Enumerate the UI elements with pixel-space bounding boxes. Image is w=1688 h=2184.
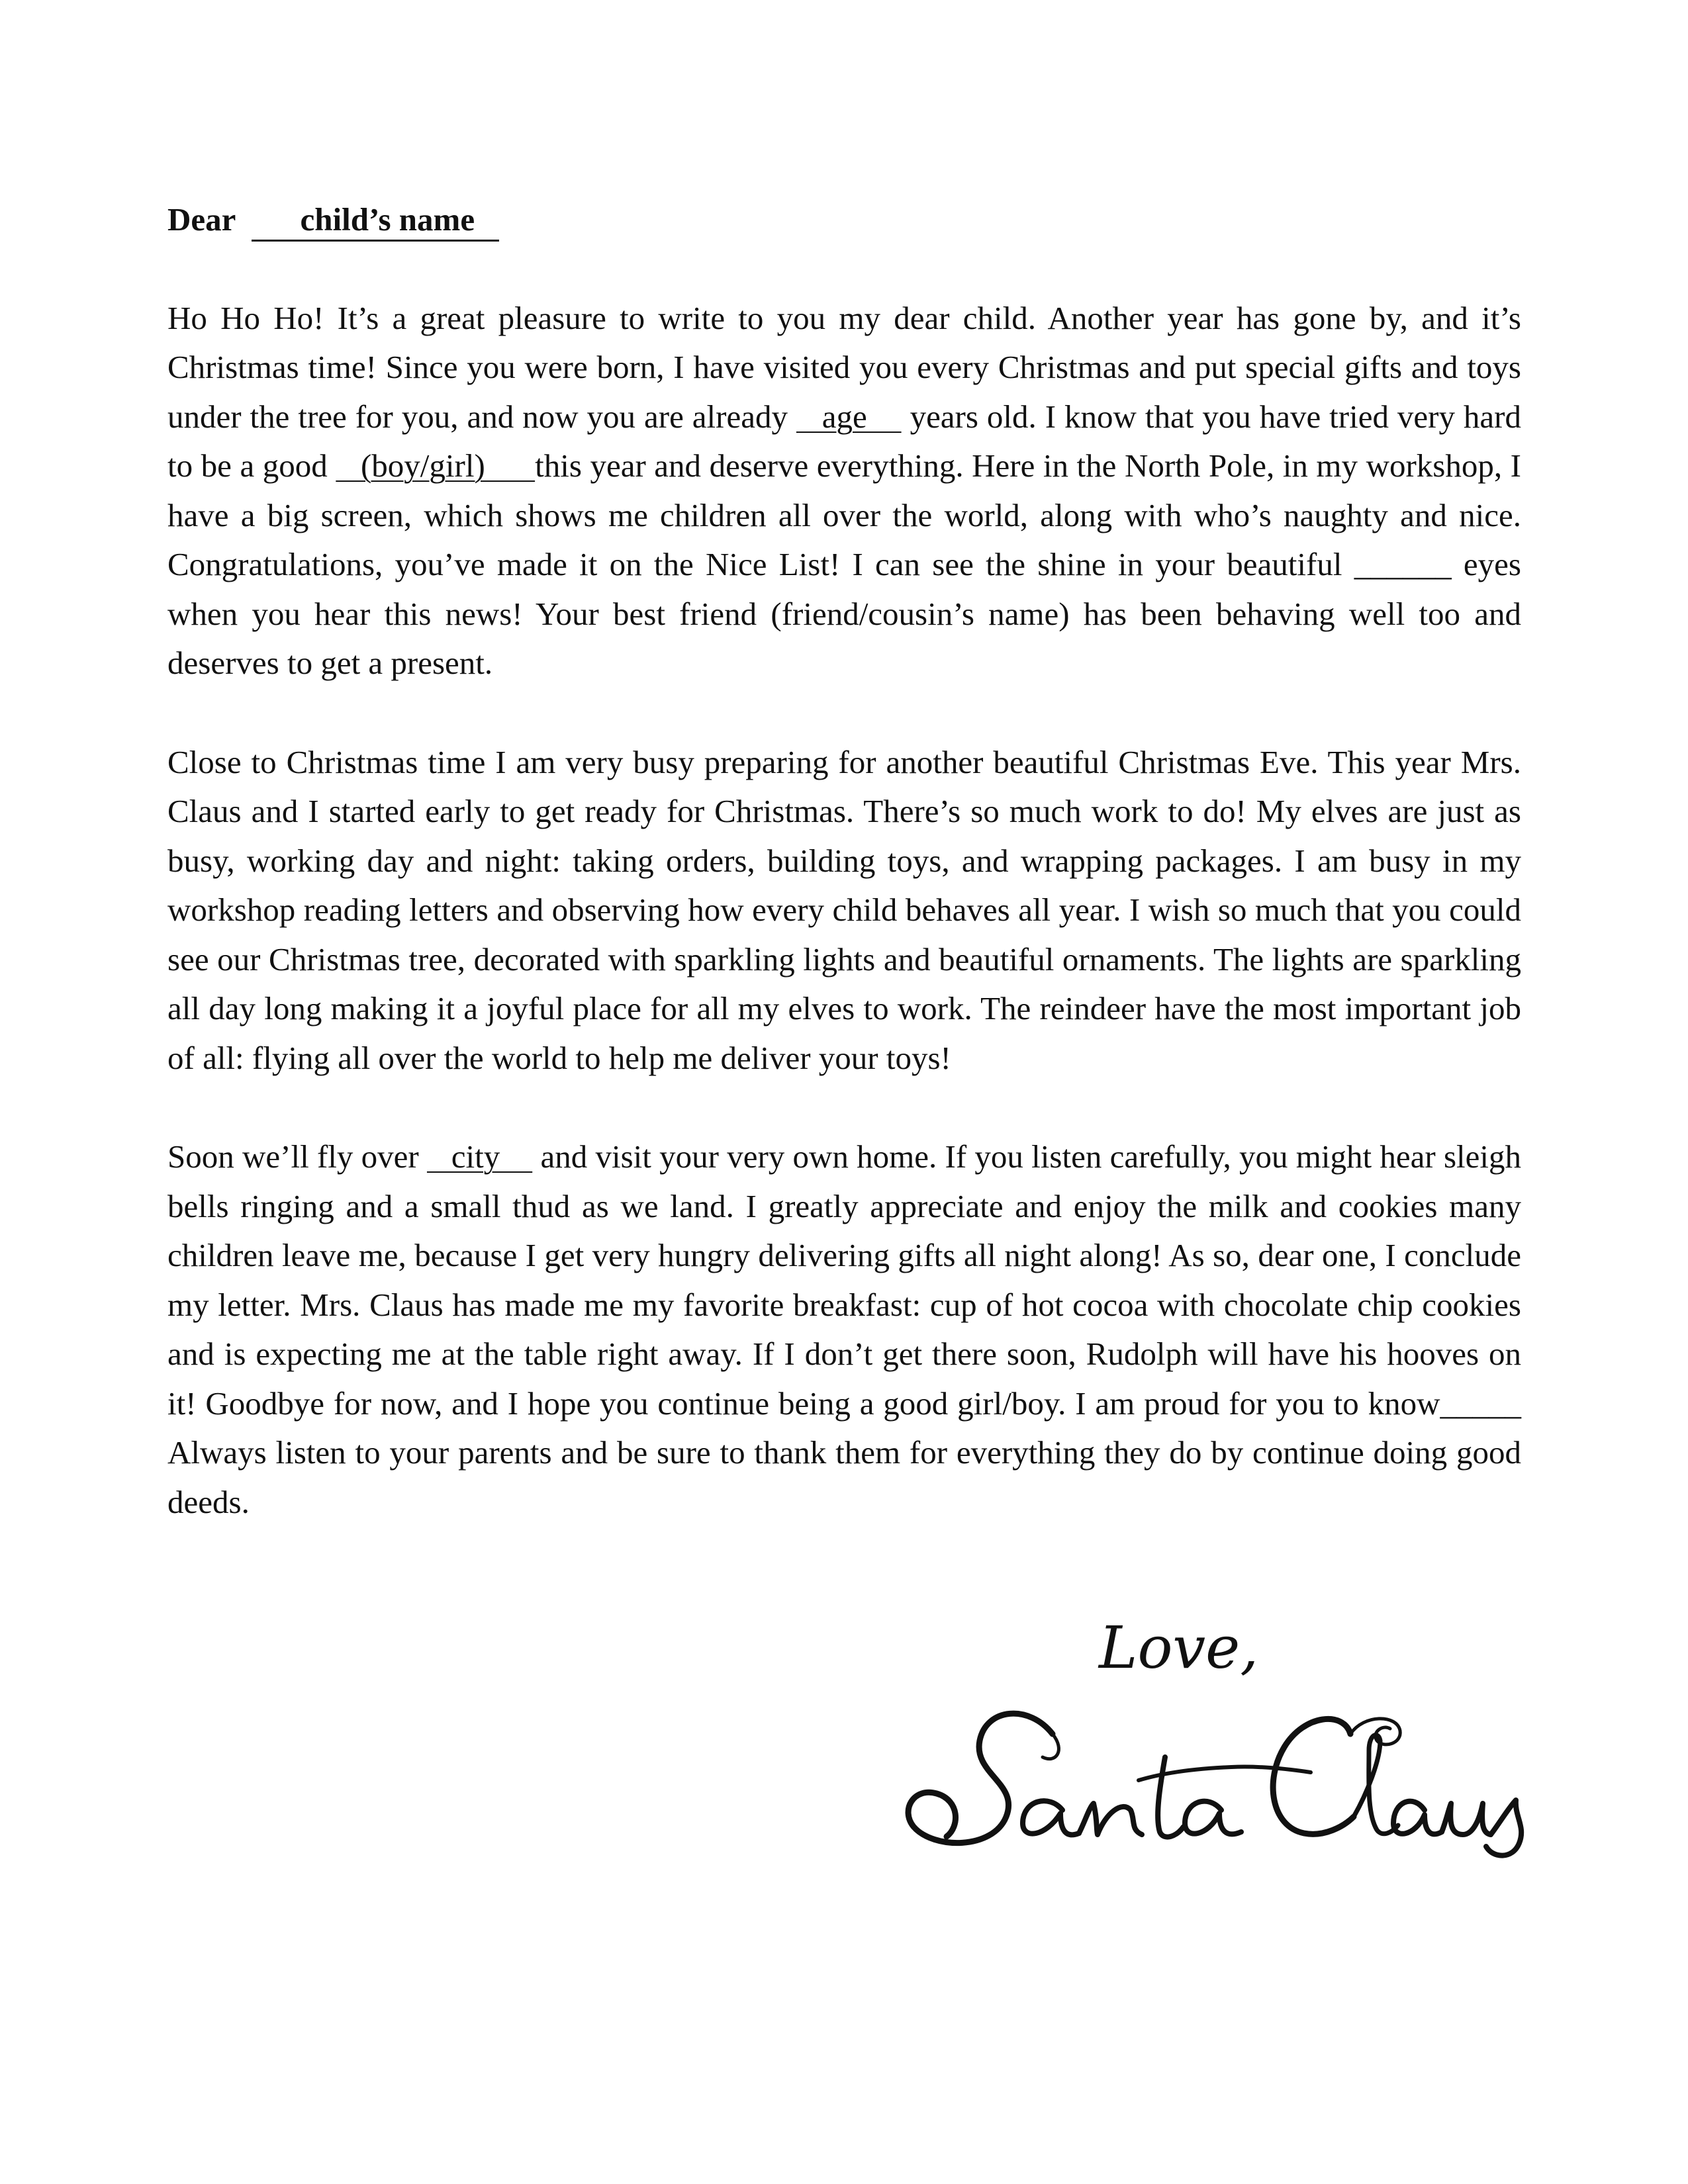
paragraph-1-text-c: this year and deserve everything. Here in the North Pole, in my workshop, I have a big screen, which shows me children all over the world, along with who’s naughty and nice. Congratulations, you’ve made it on the Nice List! I can see the shine in your beautiful bbox=[167, 447, 1521, 582]
paragraph-3-text-a: Soon we’ll fly over bbox=[167, 1138, 427, 1175]
eye-color-blank: ______ bbox=[1354, 546, 1452, 582]
child-name-blank: child’s name bbox=[252, 200, 499, 242]
letter-body bbox=[167, 195, 1521, 1576]
paragraph-2: Close to Christmas time I am very busy preparing for another beautiful Christmas Eve. This year Mrs. Claus and I started early to get ready for Christmas. There’s so much work to do! My elves are just as busy, working day and night: taking orders, building toys, and wrapping packages. I am busy in my workshop reading letters and observing how every child behaves all year. I wish so much that you could see our Christmas tree, decorated with sparkling lights and beautiful ornaments. The lights are sparkling all day long making it a joyful place for all my elves to work. The reindeer have the most important job of all: flying all over the world to help me deliver your toys! bbox=[167, 743, 1521, 1076]
paragraph-1 bbox=[167, 294, 1521, 688]
paragraph-1-text-d: eyes when you hear this news! Your best friend (friend/cousin’s name) has been behaving well too and deserves to get a present. bbox=[167, 546, 1521, 681]
greeting-dear: Dear bbox=[167, 201, 236, 238]
closing-love: Love, bbox=[1099, 1614, 1259, 1682]
paragraph-1-text-a: Ho Ho Ho! It’s a great pleasure to write to you my dear child. Another year has gone by, and it’s Christmas time! Since you were born, I have visited you every Christmas and put special gifts and toys under the tree for you, and now you are already bbox=[167, 299, 1521, 435]
paragraph-3-text-b: and visit your very own home. If you listen carefully, you might hear sleigh bells ringing and a small thud as we land. I greatly appreciate and enjoy the milk and cookies many children leave me, because I get very hungry delivering gifts all night along! As so, dear one, I conclude my letter. Mrs. Claus has made me my favorite breakfast: cup of hot cocoa with chocolate chip cookies and is expecting me at the table right away. If I don’t get there soon, Rudolph will have his hooves on it! Goodbye for now, and I hope you continue being a good girl/boy. I am proud for you to know bbox=[167, 1138, 1521, 1422]
santa-claus-signature bbox=[887, 1694, 1536, 1866]
city-blank: city bbox=[426, 1138, 533, 1175]
paragraph-1-text-b: years old. I know that you have tried very hard to be a good bbox=[167, 398, 1522, 484]
boy-girl-blank: (boy/girl) bbox=[336, 447, 536, 484]
age-blank: age bbox=[796, 398, 902, 435]
paragraph-3-text-c: Always listen to your parents and be sure to thank them for everything they do by continue doing good deeds. bbox=[167, 1434, 1521, 1520]
know-blank: _____ bbox=[1440, 1385, 1521, 1422]
paragraph-3 bbox=[167, 1132, 1521, 1527]
greeting-line bbox=[167, 195, 1521, 245]
